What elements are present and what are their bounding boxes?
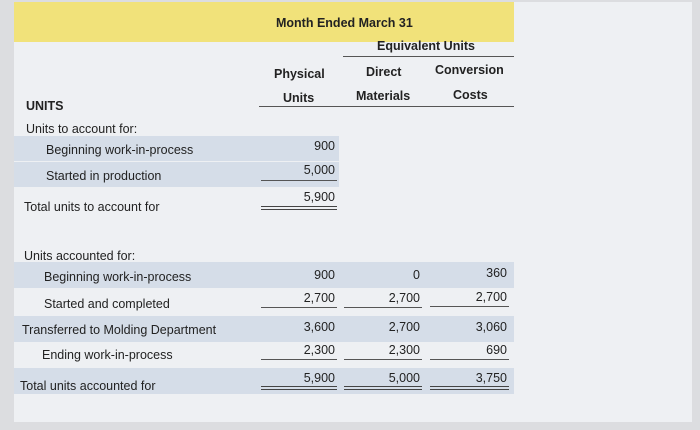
ending-wip-underline-conversion <box>430 359 509 360</box>
ending-wip-label: Ending work-in-process <box>42 348 173 362</box>
physical-header-1: Physical <box>274 67 325 81</box>
direct-header-1: Direct <box>366 65 402 79</box>
transferred-direct: 2,700 <box>388 320 420 334</box>
ending-wip-underline-direct <box>344 359 422 360</box>
total-accounted-double-underline-physical <box>261 386 337 390</box>
acc-beginning-physical: 900 <box>314 268 335 282</box>
started-label: Started in production <box>46 169 162 183</box>
equivalent-units-header: Equivalent Units <box>377 39 475 53</box>
header-underline <box>259 106 514 107</box>
total-to-account-label: Total units to account for <box>24 200 160 214</box>
conversion-header-2: Costs <box>453 88 488 102</box>
started-completed-direct: 2,700 <box>388 291 420 305</box>
total-accounted-physical: 5,900 <box>303 371 335 385</box>
equivalent-units-underline <box>343 56 514 57</box>
started-completed-underline-conversion <box>430 306 509 307</box>
total-to-account-double-underline <box>261 206 337 210</box>
total-accounted-double-underline-conversion <box>430 386 509 390</box>
ending-wip-conversion: 690 <box>486 343 507 357</box>
started-completed-physical: 2,700 <box>303 291 335 305</box>
header-band <box>14 2 514 42</box>
started-physical: 5,000 <box>303 163 335 177</box>
total-accounted-conversion: 3,750 <box>475 371 507 385</box>
started-underline <box>261 180 337 181</box>
total-accounted-direct: 5,000 <box>388 371 420 385</box>
physical-header-2: Units <box>283 91 315 105</box>
started-completed-conversion: 2,700 <box>475 290 507 304</box>
started-completed-underline-direct <box>344 307 422 308</box>
ending-wip-physical: 2,300 <box>303 343 335 357</box>
started-completed-underline-physical <box>261 307 337 308</box>
direct-header-2: Materials <box>356 89 411 103</box>
beginning-wip-label: Beginning work-in-process <box>46 143 194 157</box>
transferred-conversion: 3,060 <box>475 320 507 334</box>
conversion-header-1: Conversion <box>435 63 504 77</box>
beginning-wip-physical: 900 <box>314 139 335 153</box>
total-to-account-physical: 5,900 <box>303 190 335 204</box>
transferred-label: Transferred to Molding Department <box>22 323 217 337</box>
started-completed-label: Started and completed <box>44 297 170 311</box>
total-accounted-double-underline-direct <box>344 386 422 390</box>
total-accounted-label: Total units accounted for <box>20 379 156 393</box>
units-title: UNITS <box>26 99 64 113</box>
month-header: Month Ended March 31 <box>276 16 413 30</box>
acc-beginning-direct: 0 <box>413 268 420 282</box>
acc-beginning-label: Beginning work-in-process <box>44 270 192 284</box>
transferred-physical: 3,600 <box>303 320 335 334</box>
ending-wip-underline-physical <box>261 359 337 360</box>
ending-wip-direct: 2,300 <box>388 343 420 357</box>
units-to-account-label: Units to account for: <box>26 122 138 136</box>
acc-beginning-conversion: 360 <box>486 266 507 280</box>
accounted-label: Units accounted for: <box>24 249 136 263</box>
